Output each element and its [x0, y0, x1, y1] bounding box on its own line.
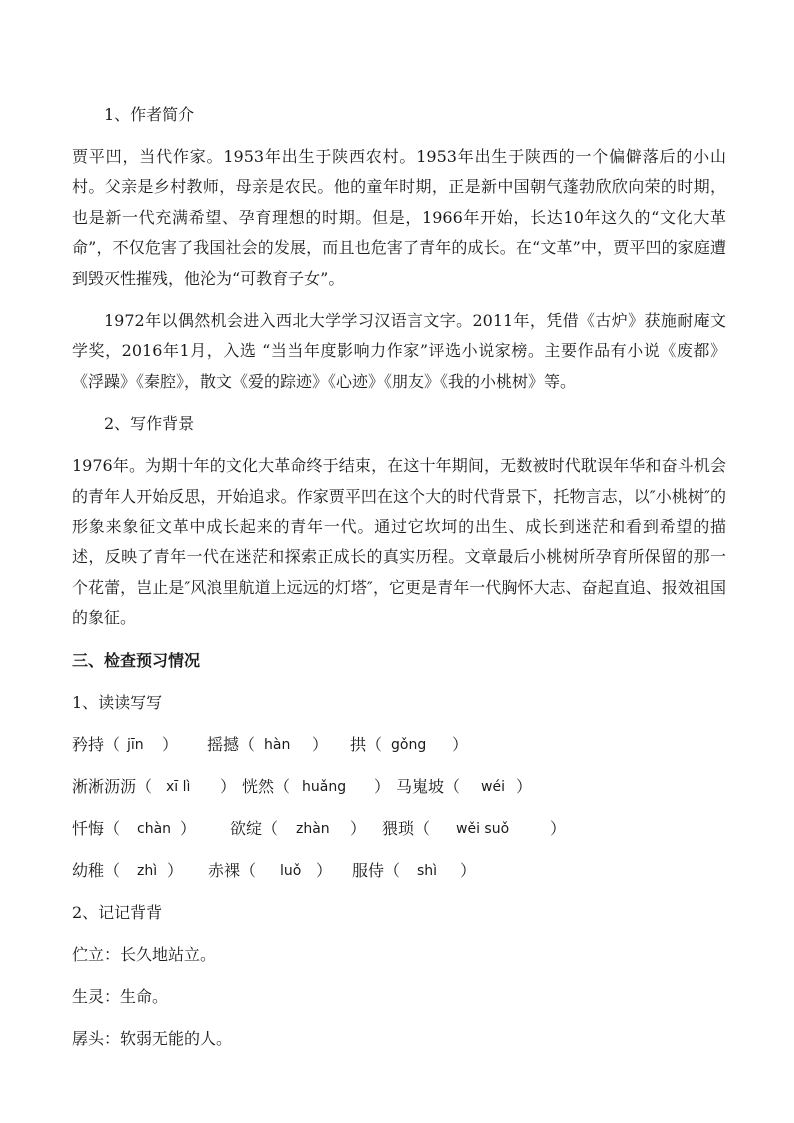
- vocab-word: 猥琐（: [382, 818, 431, 838]
- vocab-word: 马嵬坡（: [396, 776, 461, 796]
- author-intro-paragraph-2: 1972年以偶然机会进入西北大学学习汉语言文字。2011年，凭借《古炉》获施耐庵文学奖，2016年1月，入选 “当当年度影响力作家”评选小说家榜。主要作品有小说《废都》《浮躁》《秦腔》，散文《爱的踪迹》《心迹》《朋友》《我的小桃树》等。: [72, 311, 726, 391]
- vocab-pinyin: hàn: [264, 736, 291, 753]
- definition-item: 孱头：软弱无能的人。: [72, 1028, 233, 1048]
- vocab-word: 矜持（: [72, 734, 121, 754]
- writing-background-heading: 2、写作背景: [104, 414, 195, 434]
- vocab-paren-close: ）: [550, 818, 567, 838]
- vocab-paren-close: ）: [220, 776, 237, 796]
- vocab-paren-close: ）: [312, 734, 329, 754]
- definition-item: 生灵：生命。: [72, 986, 169, 1006]
- read-write-heading: 1、读读写写: [72, 692, 163, 712]
- vocab-row: [72, 772, 726, 802]
- vocab-word: 赤裸（: [208, 860, 257, 880]
- vocab-paren-close: ）: [180, 818, 197, 838]
- vocab-pinyin: shì: [417, 862, 438, 879]
- vocab-word: 拱（: [350, 734, 383, 754]
- vocab-paren-close: ）: [350, 818, 367, 838]
- preview-check-heading: 三、检查预习情况: [72, 650, 201, 670]
- vocab-pinyin: zhì: [137, 862, 158, 879]
- vocab-row: [72, 730, 726, 760]
- vocab-pinyin: gǒng: [391, 736, 427, 753]
- vocab-pinyin: wěi suǒ: [456, 820, 510, 837]
- vocab-paren-close: ）: [460, 860, 477, 880]
- author-intro-heading: 1、作者简介: [104, 105, 195, 124]
- vocab-word: 服侍（: [352, 860, 401, 880]
- vocab-word: 忏悔（: [72, 818, 121, 838]
- definition-item: 伫立：长久地站立。: [72, 944, 217, 964]
- vocab-pinyin: zhàn: [296, 820, 330, 837]
- vocab-row: [72, 814, 726, 844]
- vocab-word: 淅淅沥沥（: [72, 776, 153, 796]
- vocab-paren-close: ）: [162, 734, 179, 754]
- vocab-pinyin: wéi: [481, 778, 505, 795]
- vocab-word: 恍然（: [242, 776, 291, 796]
- writing-background-paragraph: 1976年。为期十年的文化大革命终于结束，在这十年期间，无数被时代耽误年华和奋斗机会的青年人开始反思，开始追求。作家贾平凹在这个大的时代背景下，托物言志，以″小桃树″的形象来象征文革中成长起来的青年一代。通过它坎坷的出生、成长到迷茫和看到希望的描述，反映了青年一代在迷茫和探索正成长的真实历程。文章最后小桃树所孕育所保留的那一个花蕾，岂止是″风浪里航道上远远的灯塔″，它更是青年一代胸怀大志、奋起直追、报效祖国的象征。: [72, 456, 726, 628]
- vocab-word: 幼稚（: [72, 860, 121, 880]
- vocab-row: [72, 856, 726, 886]
- vocab-paren-close: ）: [316, 860, 333, 880]
- vocab-word: 摇撼（: [207, 734, 256, 754]
- vocab-pinyin: xī lì: [166, 778, 191, 795]
- vocab-pinyin: chàn: [137, 820, 172, 837]
- vocab-pinyin: jīn: [127, 736, 144, 753]
- vocab-list: [72, 730, 726, 886]
- vocab-pinyin: huǎng: [302, 778, 347, 795]
- author-intro-paragraph-1: 贾平凹，当代作家。1953年出生于陕西农村。1953年出生于陕西的一个偏僻落后的小山村。父亲是乡村教师，母亲是农民。他的童年时期，正是新中国朝气蓬勃欣欣向荣的时期，也是新一代充满希望、孕育理想的时期。但是，1966年开始，长达10年这久的“文化大革命”，不仅危害了我国社会的发展，而且也危害了青年的成长。在“文革”中，贾平凹的家庭遭到毁灭性摧残，他沦为“可教育子女”。: [72, 147, 726, 288]
- vocab-paren-close: ）: [374, 776, 391, 796]
- document-page: [72, 100, 726, 1066]
- vocab-paren-close: ）: [452, 734, 469, 754]
- memorize-heading: 2、记记背背: [72, 902, 163, 922]
- vocab-paren-close: ）: [167, 860, 184, 880]
- vocab-paren-close: ）: [516, 776, 533, 796]
- vocab-pinyin: luǒ: [280, 862, 302, 879]
- vocab-word: 欲绽（: [230, 818, 279, 838]
